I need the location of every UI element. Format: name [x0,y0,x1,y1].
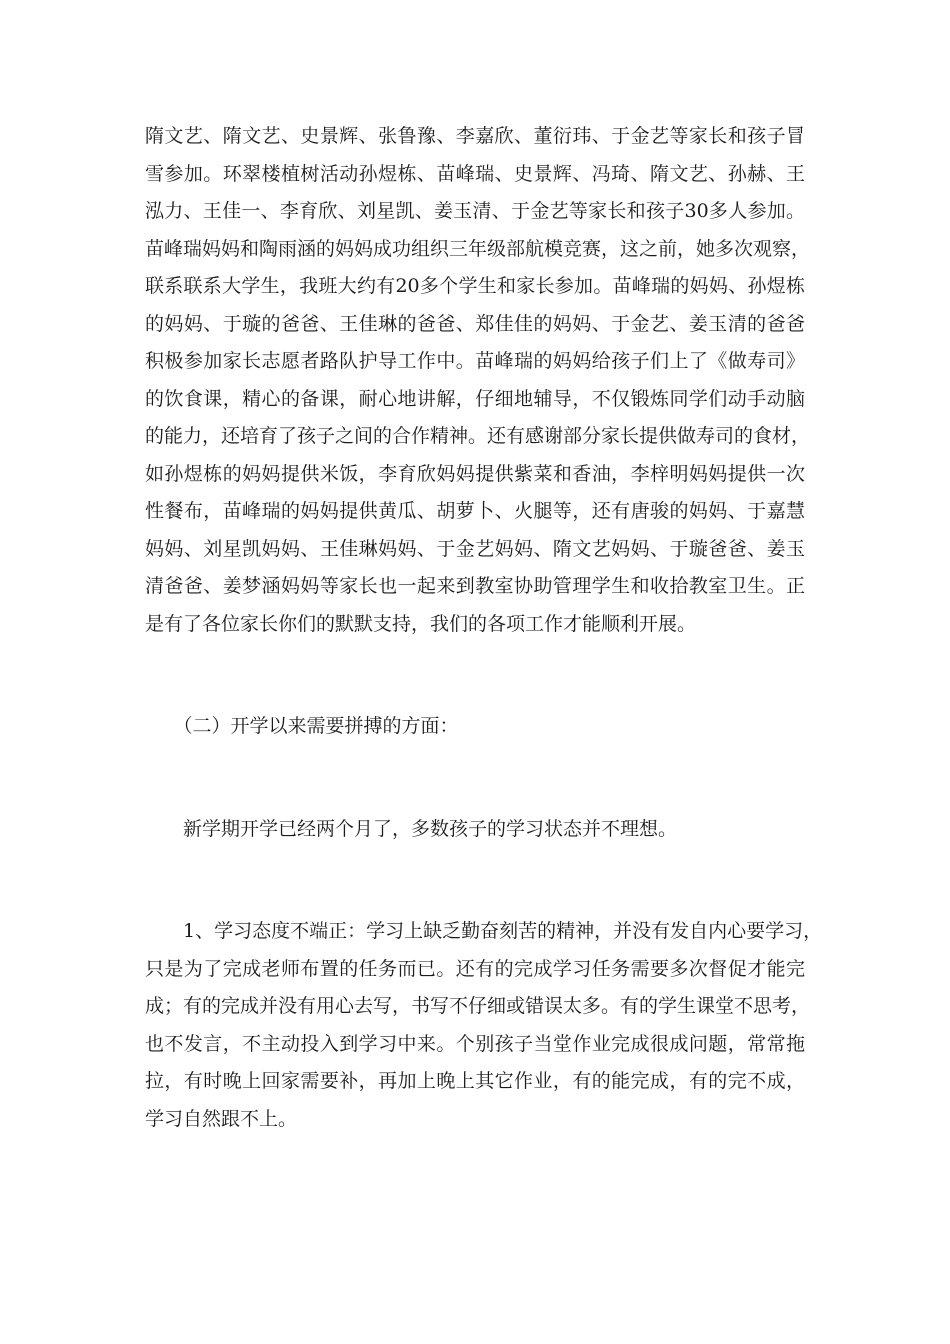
text-line: 如孙煜栋的妈妈提供米饭，李育欣妈妈提供紫菜和香油，李梓明妈妈提供一次 [145,462,805,485]
text-line: 积极参加家长志愿者路队护导工作中。苗峰瑞的妈妈给孩子们上了《做寿司》 [145,350,805,372]
text-line: 是有了各位家长你们的默默支持，我们的各项工作才能顺利开展。 [145,612,697,635]
paragraph-study-attitude [145,913,823,1138]
text-line: 新学期开学已经两个月了，多数孩子的学习状态并不理想。 [145,818,678,840]
section-heading-text: （二）开学以来需要拼搏的方面： [145,715,459,737]
text-line: 苗峰瑞妈妈和陶雨涵的妈妈成功组织三年级部航模竞赛，这之前，她多次观察， [145,237,811,260]
text-line: 拉，有时晚上回家需要补，再加上晚上其它作业，有的能完成，有的完不成， [145,1070,805,1092]
text-line: 清爸爸、姜梦涵妈妈等家长也一起来到教室协助管理学生和收拾教室卫生。正 [145,575,805,597]
text-line: 的能力，还培育了孩子之间的合作精神。还有感谢部分家长提供做寿司的食材， [145,425,811,447]
text-line: 也不发言，不主动投入到学习中来。个别孩子当堂作业完成很成问题，常常拖 [145,1032,805,1055]
text-line: 的饮食课，精心的备课，耐心地讲解，仔细地辅导，不仅锻炼同学们动手动脑 [145,387,805,410]
text-line: 学习自然跟不上。 [145,1107,298,1130]
paragraph-intro [145,811,805,849]
paragraph-parent-volunteers [145,118,811,643]
text-line: 的妈妈、于璇的爸爸、王佳琳的爸爸、郑佳佳的妈妈、于金艺、姜玉清的爸爸 [145,312,805,335]
text-line: 隋文艺、隋文艺、史景辉、张鲁豫、李嘉欣、董衍玮、于金艺等家长和孩子冒 [145,125,805,147]
section-heading [145,708,805,746]
text-line: 只是为了完成老师布置的任务而已。还有的完成学习任务需要多次督促才能完 [145,957,805,980]
text-line: 1、学习态度不端正：学习上缺乏勤奋刻苦的精神，并没有发自内心要学习， [145,920,823,942]
text-line: 雪参加。环翠楼植树活动孙煜栋、苗峰瑞、史景辉、冯琦、隋文艺、孙赫、王 [145,162,805,185]
text-line: 泓力、王佳一、李育欣、刘星凯、姜玉清、于金艺等家长和孩子30多人参加。 [145,200,805,222]
text-line: 妈妈、刘星凯妈妈、王佳琳妈妈、于金艺妈妈、隋文艺妈妈、于璇爸爸、姜玉 [145,537,805,560]
text-line: 联系联系大学生，我班大约有20多个学生和家长参加。苗峰瑞的妈妈、孙煜栋 [145,275,805,297]
text-line: 性餐布，苗峰瑞的妈妈提供黄瓜、胡萝卜、火腿等，还有唐骏的妈妈、于嘉慧 [145,500,805,522]
text-line: 成；有的完成并没有用心去写，书写不仔细或错误太多。有的学生课堂不思考， [145,995,811,1017]
